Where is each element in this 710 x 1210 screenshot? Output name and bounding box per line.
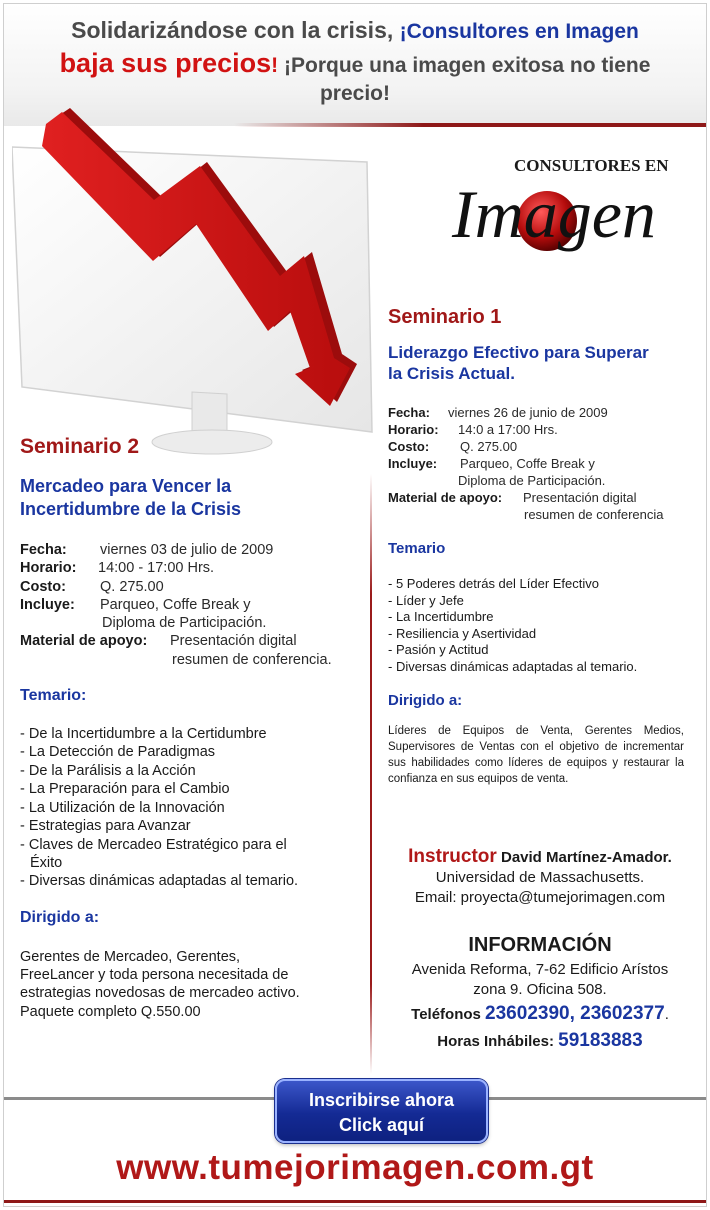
seminar-1-details bbox=[388, 404, 688, 523]
website-link[interactable]: www.tumejorimagen.com.gt bbox=[116, 1148, 594, 1187]
seminar-1-subtitle-line-2: la Crisis Actual. bbox=[388, 364, 515, 383]
svg-text:Imagen: Imagen bbox=[452, 176, 656, 252]
headline-part-1: Solidarizándose con la crisis, bbox=[71, 17, 394, 43]
list-item: - 5 Poderes detrás del Líder Efectivo bbox=[388, 576, 600, 591]
seminar-1-dirigido-title: Dirigido a: bbox=[388, 691, 463, 709]
seminar-2-material-label: Material de apoyo: bbox=[20, 633, 148, 650]
info-address-line-1: Avenida Reforma, 7-62 Edificio Arístos bbox=[411, 961, 669, 978]
seminar-2-fecha-value: viernes 03 de julio de 2009 bbox=[100, 542, 274, 558]
seminar-2-horario-value: 14:00 - 17:00 Hrs. bbox=[98, 560, 215, 577]
list-item: - Diversas dinámicas adaptadas al temario. bbox=[20, 873, 299, 890]
headline-part-5: ¡Porque una imagen exitosa no tiene bbox=[284, 54, 651, 77]
list-item: - De la Parálisis a la Acción bbox=[20, 762, 196, 779]
list-item: - La Utilización de la Innovación bbox=[20, 799, 225, 816]
seminar-1-temario-list bbox=[388, 576, 688, 676]
seminar-2-temario-list bbox=[20, 725, 365, 891]
list-item: - Estrategias para Avanzar bbox=[20, 818, 191, 835]
seminar-2-temario-title: Temario: bbox=[20, 687, 87, 705]
instructor-name: David Martínez-Amador. bbox=[500, 849, 672, 866]
column-divider bbox=[370, 474, 372, 1074]
seminar-2-subtitle bbox=[20, 475, 365, 521]
instructor-section bbox=[380, 847, 700, 908]
seminar-2-costo-value: Q. 275.00 bbox=[100, 578, 164, 595]
seminar-1-title: Seminario 1 bbox=[388, 306, 502, 328]
seminar-2-horario-label: Horario: bbox=[20, 560, 77, 577]
list-item: - Diversas dinámicas adaptadas al temario. bbox=[388, 658, 638, 674]
seminar-1-incluye-value-2: Diploma de Participación. bbox=[458, 473, 606, 488]
seminar-2-fecha-label: Fecha: bbox=[20, 542, 67, 558]
seminar-1-incluye-label: Incluye: bbox=[388, 456, 438, 471]
headline-part-6: precio! bbox=[319, 82, 390, 105]
register-button-line-1: Inscribirse ahora bbox=[308, 1090, 455, 1110]
seminar-2-dirigido-line-1: Gerentes de Mercadeo, Gerentes, bbox=[20, 948, 241, 965]
seminar-1-costo-label: Costo: bbox=[388, 439, 430, 454]
hours-label: Horas Inhábiles: bbox=[437, 1033, 554, 1050]
seminar-2-subtitle-line-1: Mercadeo para Vencer la bbox=[20, 476, 232, 496]
falling-chart-illustration bbox=[12, 102, 382, 462]
seminar-2-incluye-label: Incluye: bbox=[20, 596, 75, 613]
seminar-2-details bbox=[20, 541, 365, 669]
consultores-en-imagen-logo bbox=[444, 149, 704, 269]
seminar-1-material-value-2: resumen de conferencia bbox=[524, 507, 664, 522]
instructor-email[interactable]: Email: proyecta@tumejorimagen.com bbox=[414, 889, 666, 906]
seminar-1-horario-label: Horario: bbox=[388, 422, 439, 437]
seminar-2-dirigido-text bbox=[20, 948, 365, 1021]
seminar-2-incluye-value-2: Diploma de Participación. bbox=[102, 615, 267, 632]
phones-label: Teléfonos bbox=[411, 1006, 481, 1023]
list-item: - La Detección de Paradigmas bbox=[20, 744, 216, 761]
seminar-2-material-value-1: Presentación digital bbox=[170, 633, 297, 650]
info-section bbox=[380, 932, 700, 1054]
seminar-1-temario-title: Temario bbox=[388, 540, 446, 557]
phones-suffix: . bbox=[664, 1006, 669, 1023]
headline-line-1 bbox=[4, 16, 706, 46]
seminar-1-fecha-label: Fecha: bbox=[388, 405, 430, 420]
seminar-2-subtitle-line-2: Incertidumbre de la Crisis bbox=[20, 499, 242, 519]
seminar-2-dirigido-line-3: estrategias novedosas de mercadeo activo. bbox=[20, 985, 300, 1002]
seminar-1-subtitle bbox=[388, 342, 688, 384]
headline-line-2 bbox=[4, 48, 706, 81]
seminar-2-incluye-value-1: Parqueo, Coffe Break y bbox=[100, 596, 251, 613]
list-item: - Pasión y Actitud bbox=[388, 642, 489, 658]
seminar-1-dirigido-text: Líderes de Equipos de Venta, Gerentes Medios, Supervisores de Ventas con el objetivo de incrementar sus habilidades como líderes de equipos y restaurar la confianza en sus equipos de venta. bbox=[388, 724, 684, 785]
newsletter-frame bbox=[3, 3, 707, 1207]
register-button-line-2: Click aquí bbox=[338, 1115, 425, 1135]
hours-value: 59183883 bbox=[558, 1030, 643, 1051]
register-now-button[interactable] bbox=[275, 1079, 488, 1143]
seminar-1-material-value-1: Presentación digital bbox=[523, 490, 637, 505]
list-item: - Líder y Jefe bbox=[388, 592, 464, 608]
seminar-1-fecha-value: viernes 26 de junio de 2009 bbox=[448, 405, 608, 420]
phones-value: 23602390, 23602377 bbox=[485, 1003, 665, 1024]
seminar-1-costo-value: Q. 275.00 bbox=[460, 439, 518, 454]
list-item: - Claves de Mercadeo Estratégico para el bbox=[20, 836, 287, 853]
seminar-2-section bbox=[20, 435, 365, 1021]
headline-part-2: ¡Consultores en Imagen bbox=[399, 20, 639, 43]
list-item: - La Incertidumbre bbox=[388, 609, 494, 625]
list-item: - Resiliencia y Asertividad bbox=[388, 625, 537, 641]
instructor-university: Universidad de Massachusetts. bbox=[435, 869, 645, 886]
list-item: Éxito bbox=[30, 854, 63, 871]
seminar-1-incluye-value-1: Parqueo, Coffe Break y bbox=[460, 456, 595, 471]
info-address-line-2: zona 9. Oficina 508. bbox=[473, 981, 607, 998]
info-title: INFORMACIÓN bbox=[468, 934, 612, 956]
list-item: - La Preparación para el Cambio bbox=[20, 781, 230, 798]
seminar-2-dirigido-title: Dirigido a: bbox=[20, 908, 100, 926]
footer-rule-bottom bbox=[4, 1200, 707, 1203]
seminar-2-material-value-2: resumen de conferencia. bbox=[172, 651, 332, 668]
instructor-label: Instructor bbox=[408, 846, 497, 867]
seminar-2-dirigido-line-4: Paquete completo Q.550.00 bbox=[20, 1003, 201, 1020]
seminar-1-horario-value: 14:0 a 17:00 Hrs. bbox=[458, 422, 558, 437]
seminar-2-title: Seminario 2 bbox=[20, 435, 140, 458]
seminar-2-dirigido-line-2: FreeLancer y toda persona necesitada de bbox=[20, 967, 289, 984]
list-item: - De la Incertidumbre a la Certidumbre bbox=[20, 726, 267, 743]
headline-part-3: baja sus precios bbox=[59, 48, 272, 78]
headline-part-4: ! bbox=[271, 54, 279, 77]
seminar-2-costo-label: Costo: bbox=[20, 578, 66, 595]
seminar-1-material-label: Material de apoyo: bbox=[388, 490, 503, 505]
seminar-1-section bbox=[388, 306, 688, 787]
seminar-1-subtitle-line-1: Liderazgo Efectivo para Superar bbox=[388, 343, 649, 362]
svg-text:CONSULTORES EN: CONSULTORES EN bbox=[514, 156, 669, 175]
